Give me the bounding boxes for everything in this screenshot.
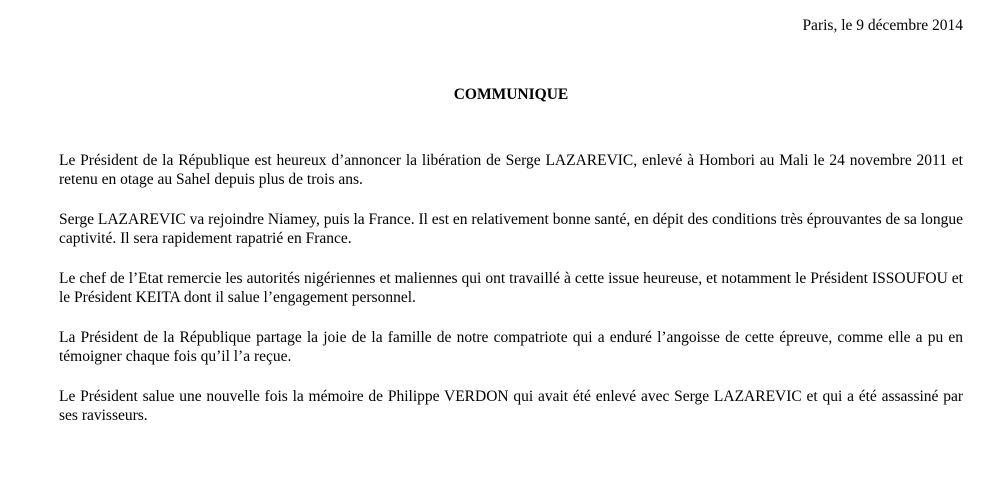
- date-line: Paris, le 9 décembre 2014: [802, 17, 963, 34]
- paragraph-thanks: Le chef de l’Etat remercie les autorités nigériennes et maliennes qui ont travaillé à cette issue heureuse, et notamment le Président ISSOUFOU et le Président KEITA dont il salue l’engagement personnel.: [59, 270, 963, 306]
- paragraph-memorial: Le Président salue une nouvelle fois la mémoire de Philippe VERDON qui avait été enlevé avec Serge LAZAREVIC et qui a été assassiné par ses ravisseurs.: [59, 388, 963, 424]
- paragraph-health: Serge LAZAREVIC va rejoindre Niamey, puis la France. Il est en relativement bonne santé, en dépit des conditions très éprouvantes de sa longue captivité. Il sera rapidement rapatrié en France.: [59, 211, 963, 247]
- paragraph-liberation: Le Président de la République est heureux d’annoncer la libération de Serge LAZAREVIC, enlevé à Hombori au Mali le 24 novembre 2011 et retenu en otage au Sahel depuis plus de trois ans.: [59, 152, 963, 188]
- document-title: COMMUNIQUE: [453, 86, 569, 103]
- paragraph-family: La Président de la République partage la joie de la famille de notre compatriote qui a enduré l’angoisse de cette épreuve, comme elle a pu en témoigner chaque fois qu’il l’a reçue.: [59, 329, 963, 365]
- document-body: [59, 151, 963, 446]
